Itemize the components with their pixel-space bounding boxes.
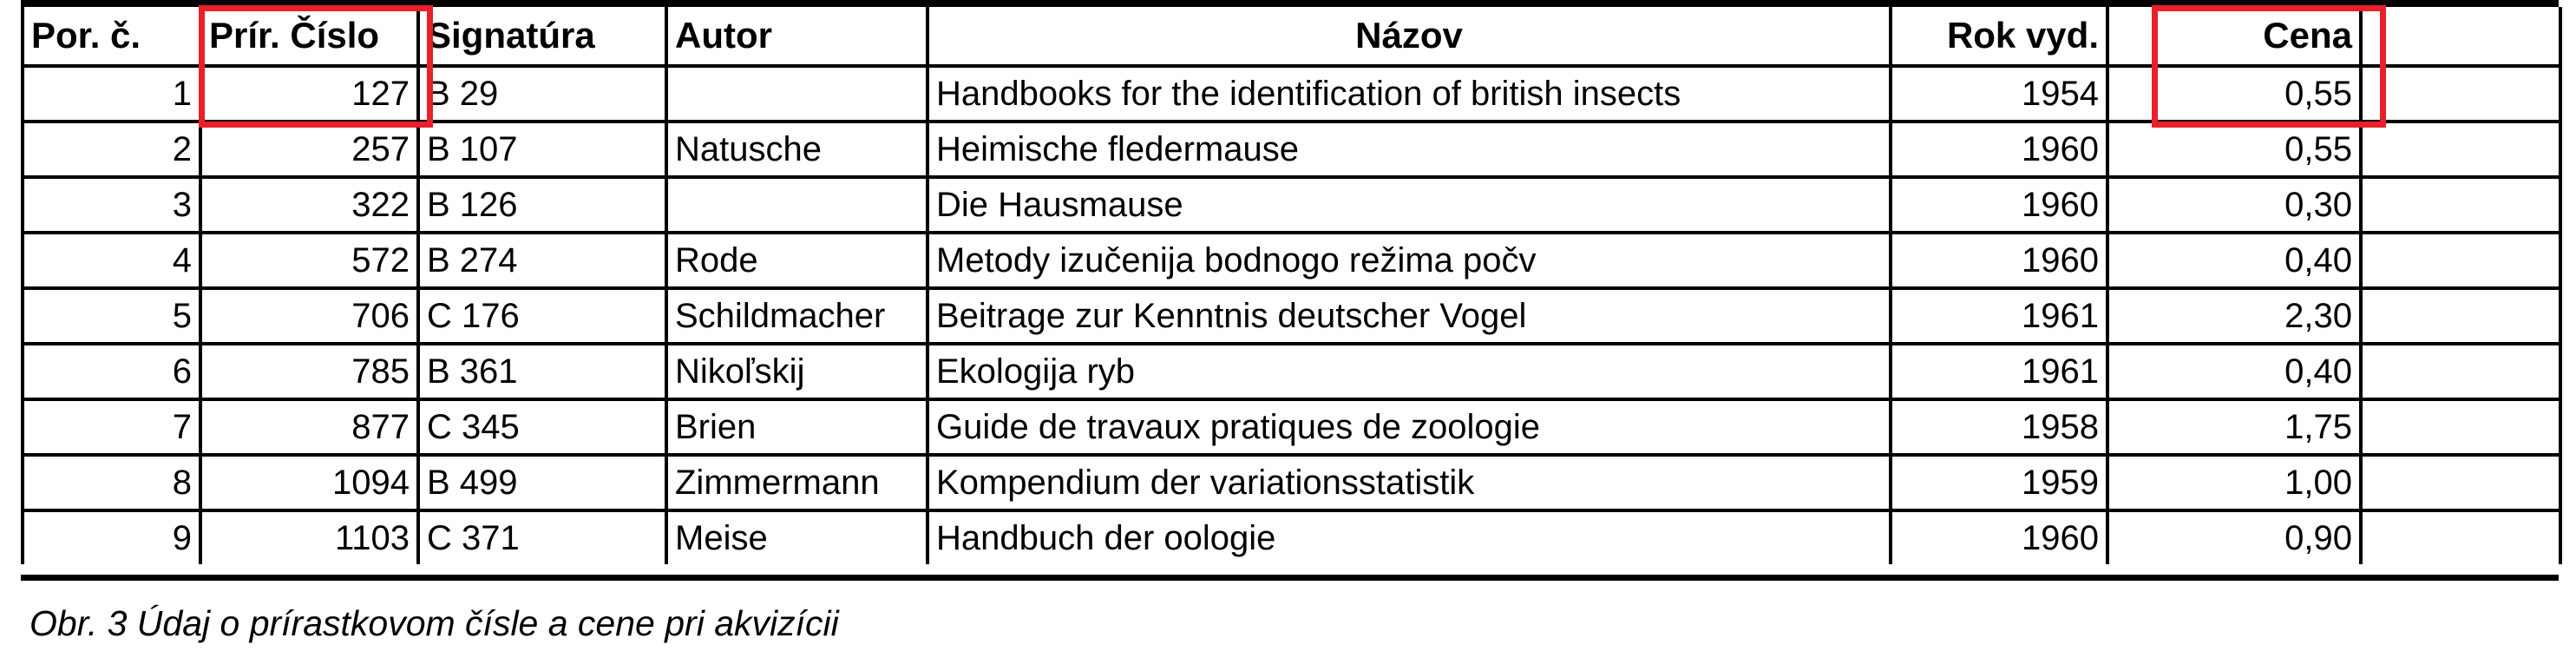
cell-year: 1958 [1891, 399, 2107, 455]
cell-signature: B 361 [418, 344, 666, 399]
cell-title: Guide de travaux pratiques de zoologie [927, 399, 1891, 455]
empty-column-header [2361, 7, 2560, 66]
cell-author: Brien [666, 399, 927, 455]
cell-signature: C 176 [418, 288, 666, 344]
empty-column-cell [2361, 233, 2560, 288]
cell-author [666, 177, 927, 233]
cell-order: 7 [23, 399, 200, 455]
empty-column-cell [2361, 122, 2560, 177]
cell-author: Meise [666, 510, 927, 564]
empty-column-cell [2361, 66, 2560, 122]
cell-order: 3 [23, 177, 200, 233]
cell-title: Beitrage zur Kenntnis deutscher Vogel [927, 288, 1891, 344]
cell-author: Rode [666, 233, 927, 288]
table-row [23, 122, 2560, 177]
header-price: Cena [2107, 7, 2361, 66]
cell-year: 1954 [1891, 66, 2107, 122]
empty-column-cell [2361, 455, 2560, 510]
cell-signature: B 29 [418, 66, 666, 122]
cell-accession: 322 [200, 177, 418, 233]
cell-title: Kompendium der variationsstatistik [927, 455, 1891, 510]
header-year: Rok vyd. [1891, 7, 2107, 66]
cell-order: 2 [23, 122, 200, 177]
cell-signature: B 126 [418, 177, 666, 233]
cell-signature: C 371 [418, 510, 666, 564]
empty-column-cell [2361, 177, 2560, 233]
header-order: Por. č. [23, 7, 200, 66]
cell-author [666, 66, 927, 122]
cell-accession: 1103 [200, 510, 418, 564]
cell-price: 2,30 [2107, 288, 2361, 344]
cell-accession: 1094 [200, 455, 418, 510]
empty-column-cell [2361, 344, 2560, 399]
cell-order: 6 [23, 344, 200, 399]
cell-price: 0,30 [2107, 177, 2361, 233]
table-row [23, 177, 2560, 233]
cell-signature: C 345 [418, 399, 666, 455]
cell-price: 0,90 [2107, 510, 2361, 564]
cell-order: 5 [23, 288, 200, 344]
cell-price: 0,40 [2107, 344, 2361, 399]
cell-year: 1961 [1891, 344, 2107, 399]
cell-year: 1960 [1891, 177, 2107, 233]
cell-year: 1960 [1891, 233, 2107, 288]
cell-signature: B 274 [418, 233, 666, 288]
cell-order: 1 [23, 66, 200, 122]
cell-accession: 127 [200, 66, 418, 122]
cell-title: Metody izučenija bodnogo režima počv [927, 233, 1891, 288]
cell-year: 1960 [1891, 510, 2107, 564]
cell-title: Heimische fledermause [927, 122, 1891, 177]
empty-column-cell [2361, 288, 2560, 344]
cell-price: 1,75 [2107, 399, 2361, 455]
accession-number-highlight [199, 5, 433, 128]
cell-order: 9 [23, 510, 200, 564]
cell-year: 1960 [1891, 122, 2107, 177]
empty-column-cell [2361, 399, 2560, 455]
cell-author: Nikoľskij [666, 344, 927, 399]
cell-title: Ekologija ryb [927, 344, 1891, 399]
table-bottom-border [21, 575, 2559, 581]
price-highlight [2152, 5, 2386, 128]
cell-order: 4 [23, 233, 200, 288]
cell-accession: 785 [200, 344, 418, 399]
cell-author: Natusche [666, 122, 927, 177]
cell-author: Schildmacher [666, 288, 927, 344]
table-row [23, 455, 2560, 510]
cell-signature: B 499 [418, 455, 666, 510]
cell-title: Handbuch der oologie [927, 510, 1891, 564]
cell-price: 0,40 [2107, 233, 2361, 288]
table-row [23, 288, 2560, 344]
header-title: Názov [927, 7, 1891, 66]
table-row [23, 233, 2560, 288]
cell-price: 0,55 [2107, 66, 2361, 122]
spreadsheet-excerpt [21, 0, 2559, 586]
cell-accession: 706 [200, 288, 418, 344]
cell-accession: 572 [200, 233, 418, 288]
header-author: Autor [666, 7, 927, 66]
cell-title: Handbooks for the identification of british insects [927, 66, 1891, 122]
cell-price: 1,00 [2107, 455, 2361, 510]
empty-column-cell [2361, 510, 2560, 564]
cell-price: 0,55 [2107, 122, 2361, 177]
cell-author: Zimmermann [666, 455, 927, 510]
cell-title: Die Hausmause [927, 177, 1891, 233]
header-accession: Prír. Číslo [200, 7, 418, 66]
cell-accession: 877 [200, 399, 418, 455]
table-row [23, 510, 2560, 564]
table-row [23, 344, 2560, 399]
figure-caption: Obr. 3 Údaj o prírastkovom čísle a cene pri akvizícii [29, 603, 839, 643]
cell-accession: 257 [200, 122, 418, 177]
cell-signature: B 107 [418, 122, 666, 177]
cell-year: 1961 [1891, 288, 2107, 344]
cell-order: 8 [23, 455, 200, 510]
cell-year: 1959 [1891, 455, 2107, 510]
table-row [23, 399, 2560, 455]
header-signature: Signatúra [418, 7, 666, 66]
